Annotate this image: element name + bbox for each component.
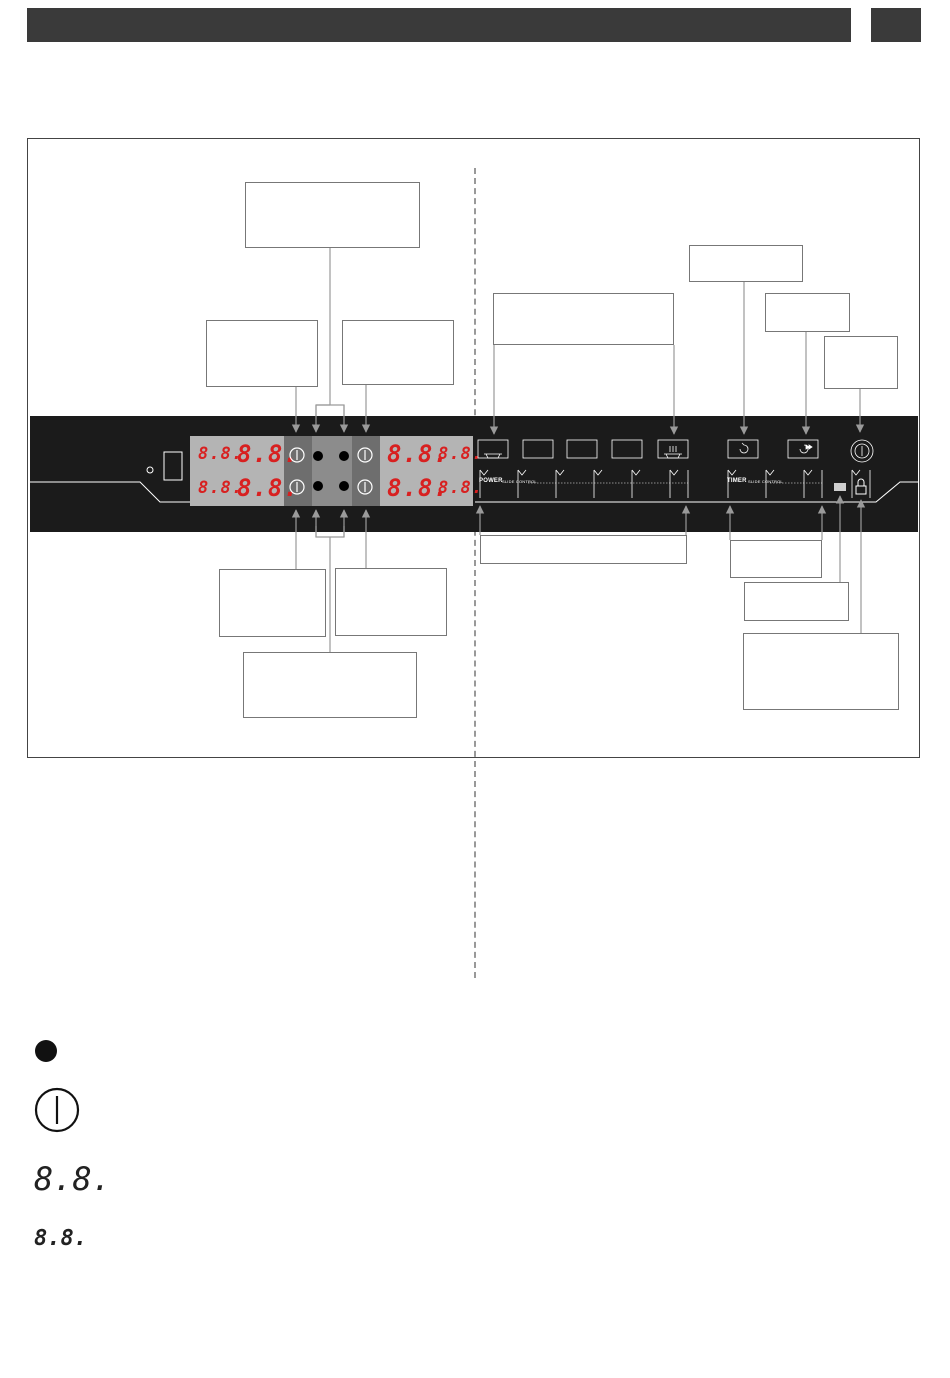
- right-top-big-digits: 8.8.: [387, 440, 449, 468]
- right-bottom-big-digits: 8.8.: [387, 474, 449, 502]
- left-top-big-digits: 8.8.: [237, 440, 299, 468]
- left-top-small-digits: 8.8.: [198, 444, 243, 464]
- legend-power-symbol-icon: [36, 1089, 78, 1131]
- timer-label: TIMER: [727, 478, 747, 484]
- legend-filled-circle-icon: [35, 1040, 57, 1062]
- zone-power-buttons: [290, 448, 372, 494]
- left-bottom-small-digits: 8.8.: [198, 478, 243, 498]
- callout-arrows: [296, 248, 861, 652]
- timer-slide-label: SLIDE CONTROL: [748, 479, 783, 484]
- right-top-small-digits: 8.8.: [438, 444, 483, 464]
- center-bracket-lines: [316, 405, 344, 537]
- power-label: POWER: [479, 478, 503, 484]
- function-buttons-row: [478, 440, 873, 462]
- indicator-led: [834, 483, 846, 491]
- lock-icon: [856, 479, 866, 494]
- right-bottom-small-digits: 8.8.: [438, 478, 483, 498]
- left-bottom-big-digits: 8.8.: [237, 474, 299, 502]
- panel-outline-lines: [30, 452, 918, 502]
- power-slider-ticks: [480, 470, 870, 498]
- legend-small-digit-display-icon: 8.8.: [34, 1226, 87, 1251]
- power-slide-label: SLIDE CONTROL: [502, 479, 537, 484]
- legend-large-digit-display-icon: 8.8.: [34, 1160, 112, 1198]
